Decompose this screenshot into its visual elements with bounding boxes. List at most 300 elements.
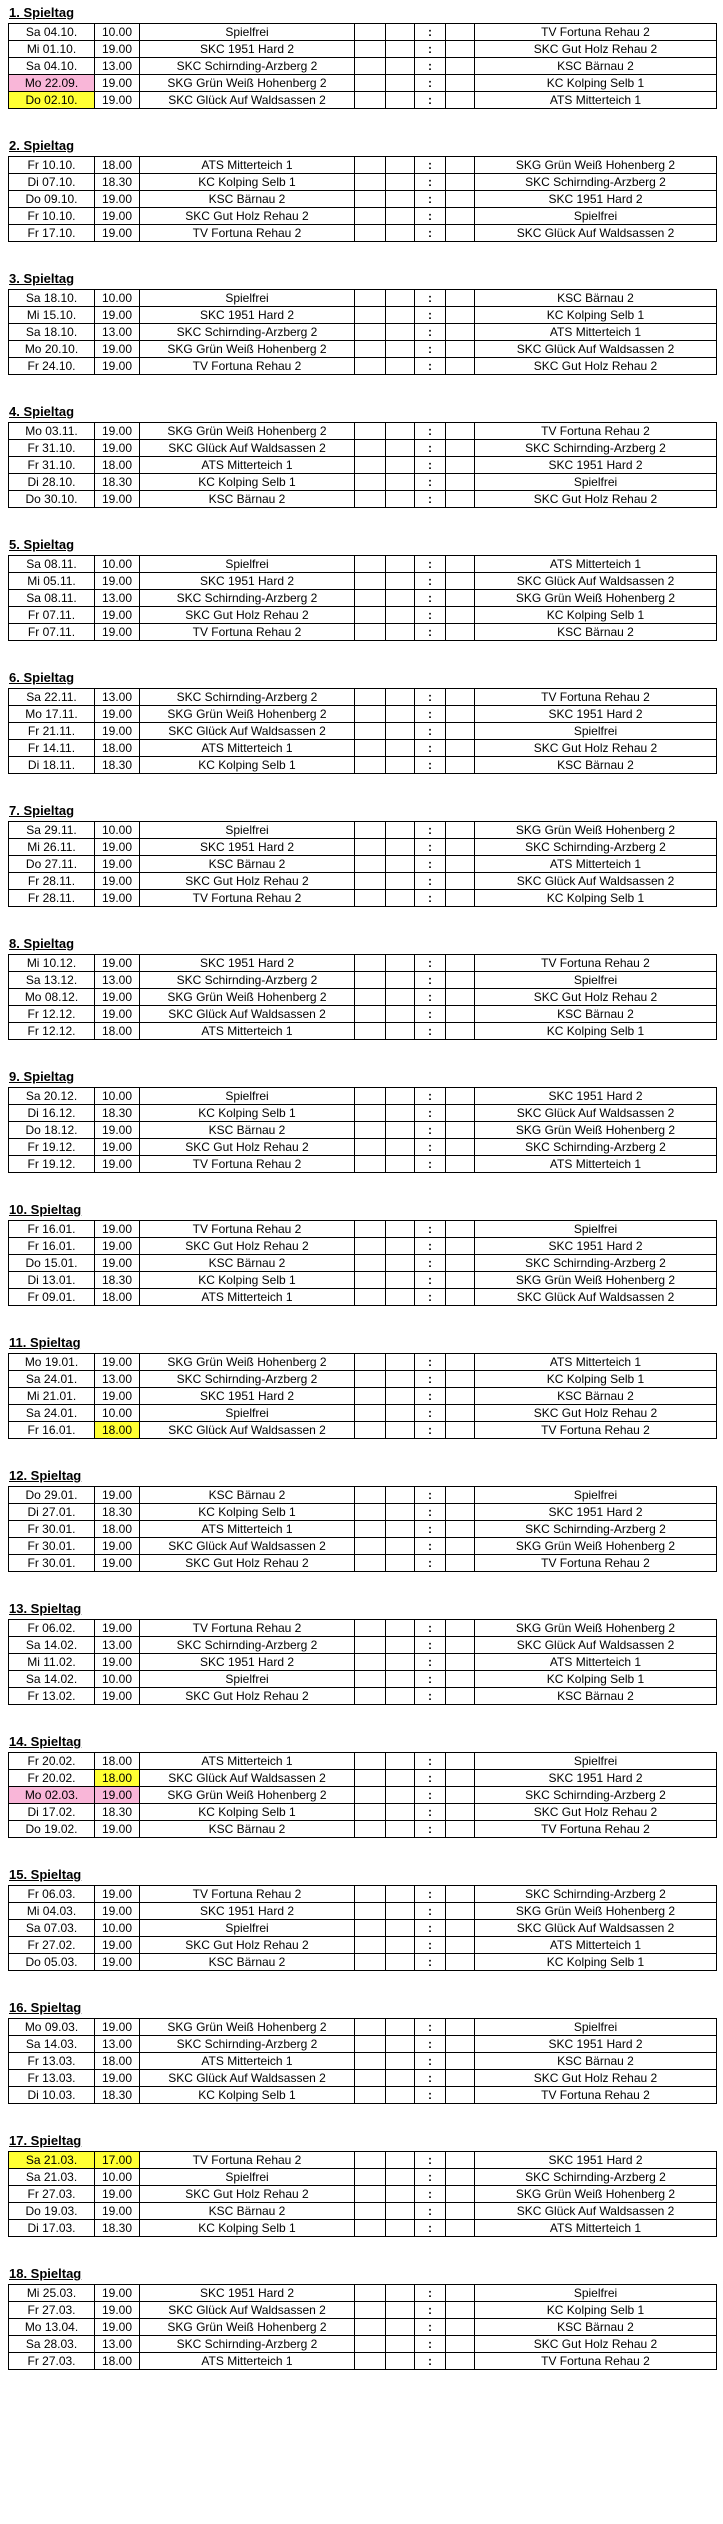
match-time: 18.30 xyxy=(95,1105,140,1122)
blank-cell xyxy=(446,706,475,723)
fixture-table xyxy=(8,2018,717,2104)
table-row xyxy=(9,1538,717,1555)
table-row xyxy=(9,856,717,873)
score-separator: : xyxy=(415,1354,446,1371)
spieltag-block xyxy=(8,1599,708,1705)
spieltag-title: 17. Spieltag xyxy=(9,2133,82,2148)
spieltag-block xyxy=(8,2264,708,2370)
away-team: SKC Gut Holz Rehau 2 xyxy=(475,491,717,508)
away-team: SKC Schirnding-Arzberg 2 xyxy=(475,2169,717,2186)
home-team: KC Kolping Selb 1 xyxy=(140,1105,355,1122)
away-team: SKC Glück Auf Waldsassen 2 xyxy=(475,1289,717,1306)
blank-cell xyxy=(446,1122,475,1139)
match-date: Mi 10.12. xyxy=(9,955,95,972)
match-time: 19.00 xyxy=(95,208,140,225)
match-date: Fr 28.11. xyxy=(9,873,95,890)
score-separator: : xyxy=(415,358,446,375)
match-date: Do 18.12. xyxy=(9,1122,95,1139)
blank-cell xyxy=(355,2070,386,2087)
match-date: Fr 16.01. xyxy=(9,1238,95,1255)
table-row xyxy=(9,1422,717,1439)
away-team: KC Kolping Selb 1 xyxy=(475,1954,717,1971)
score-separator: : xyxy=(415,1886,446,1903)
blank-cell xyxy=(386,573,415,590)
blank-cell xyxy=(386,1255,415,1272)
score-separator: : xyxy=(415,1787,446,1804)
blank-cell xyxy=(386,208,415,225)
score-separator: : xyxy=(415,423,446,440)
home-team: TV Fortuna Rehau 2 xyxy=(140,624,355,641)
match-date: Sa 13.12. xyxy=(9,972,95,989)
away-team: SKC Gut Holz Rehau 2 xyxy=(475,358,717,375)
home-team: SKC Schirnding-Arzberg 2 xyxy=(140,2036,355,2053)
blank-cell xyxy=(386,1903,415,1920)
away-team: SKC 1951 Hard 2 xyxy=(475,1770,717,1787)
match-date: Sa 21.03. xyxy=(9,2169,95,2186)
score-separator: : xyxy=(415,2169,446,2186)
blank-cell xyxy=(355,2336,386,2353)
block-spacer xyxy=(8,109,723,133)
fixture-table xyxy=(8,555,717,641)
blank-cell xyxy=(355,1354,386,1371)
away-team: KSC Bärnau 2 xyxy=(475,1688,717,1705)
score-separator: : xyxy=(415,2152,446,2169)
blank-cell xyxy=(446,1770,475,1787)
score-separator: : xyxy=(415,457,446,474)
blank-cell xyxy=(386,1487,415,1504)
table-row xyxy=(9,1688,717,1705)
spieltag-title: 6. Spieltag xyxy=(9,670,75,685)
spieltag-block xyxy=(8,269,708,375)
home-team: KC Kolping Selb 1 xyxy=(140,174,355,191)
blank-cell xyxy=(355,890,386,907)
match-time: 19.00 xyxy=(95,1221,140,1238)
blank-cell xyxy=(355,2353,386,2370)
away-team: ATS Mitterteich 1 xyxy=(475,856,717,873)
blank-cell xyxy=(355,290,386,307)
home-team: KC Kolping Selb 1 xyxy=(140,1804,355,1821)
blank-cell xyxy=(386,41,415,58)
table-row xyxy=(9,1006,717,1023)
blank-cell xyxy=(446,839,475,856)
blank-cell xyxy=(386,1770,415,1787)
away-team: Spielfrei xyxy=(475,2285,717,2302)
table-row xyxy=(9,1504,717,1521)
blank-cell xyxy=(446,58,475,75)
table-row xyxy=(9,440,717,457)
blank-cell xyxy=(386,1139,415,1156)
blank-cell xyxy=(446,208,475,225)
home-team: SKC Gut Holz Rehau 2 xyxy=(140,873,355,890)
home-team: KC Kolping Selb 1 xyxy=(140,2220,355,2237)
blank-cell xyxy=(386,440,415,457)
blank-cell xyxy=(446,2203,475,2220)
blank-cell xyxy=(386,723,415,740)
score-separator: : xyxy=(415,41,446,58)
match-date: Di 13.01. xyxy=(9,1272,95,1289)
match-time: 17.00 xyxy=(95,2152,140,2169)
table-row xyxy=(9,225,717,242)
blank-cell xyxy=(355,1487,386,1504)
blank-cell xyxy=(446,1023,475,1040)
blank-cell xyxy=(446,1006,475,1023)
blank-cell xyxy=(446,1804,475,1821)
score-separator: : xyxy=(415,689,446,706)
match-time: 10.00 xyxy=(95,556,140,573)
away-team: KC Kolping Selb 1 xyxy=(475,890,717,907)
blank-cell xyxy=(386,1688,415,1705)
match-time: 19.00 xyxy=(95,2019,140,2036)
score-separator: : xyxy=(415,24,446,41)
home-team: ATS Mitterteich 1 xyxy=(140,1753,355,1770)
away-team: KC Kolping Selb 1 xyxy=(475,75,717,92)
home-team: KSC Bärnau 2 xyxy=(140,491,355,508)
blank-cell xyxy=(386,989,415,1006)
blank-cell xyxy=(446,1388,475,1405)
home-team: KSC Bärnau 2 xyxy=(140,1255,355,1272)
table-row xyxy=(9,75,717,92)
home-team: SKC 1951 Hard 2 xyxy=(140,839,355,856)
blank-cell xyxy=(446,440,475,457)
score-separator: : xyxy=(415,1504,446,1521)
block-spacer xyxy=(8,641,723,665)
away-team: SKC Schirnding-Arzberg 2 xyxy=(475,1886,717,1903)
blank-cell xyxy=(355,2302,386,2319)
blank-cell xyxy=(386,191,415,208)
score-separator: : xyxy=(415,839,446,856)
blank-cell xyxy=(386,607,415,624)
blank-cell xyxy=(355,1620,386,1637)
match-date: Do 19.02. xyxy=(9,1821,95,1838)
block-spacer xyxy=(8,1705,723,1729)
match-date: Sa 08.11. xyxy=(9,590,95,607)
blank-cell xyxy=(386,1620,415,1637)
blank-cell xyxy=(386,2353,415,2370)
match-time: 13.00 xyxy=(95,2336,140,2353)
home-team: KC Kolping Selb 1 xyxy=(140,1272,355,1289)
away-team: KSC Bärnau 2 xyxy=(475,1388,717,1405)
blank-cell xyxy=(355,1422,386,1439)
match-date: Fr 09.01. xyxy=(9,1289,95,1306)
away-team: SKC Schirnding-Arzberg 2 xyxy=(475,174,717,191)
away-team: ATS Mitterteich 1 xyxy=(475,324,717,341)
match-time: 19.00 xyxy=(95,573,140,590)
match-time: 18.30 xyxy=(95,757,140,774)
blank-cell xyxy=(446,1688,475,1705)
blank-cell xyxy=(446,573,475,590)
away-team: KC Kolping Selb 1 xyxy=(475,1371,717,1388)
match-time: 19.00 xyxy=(95,1487,140,1504)
match-time: 10.00 xyxy=(95,1920,140,1937)
match-date: Fr 06.03. xyxy=(9,1886,95,1903)
match-time: 13.00 xyxy=(95,1637,140,1654)
away-team: SKC Schirnding-Arzberg 2 xyxy=(475,1255,717,1272)
blank-cell xyxy=(355,1105,386,1122)
home-team: TV Fortuna Rehau 2 xyxy=(140,1886,355,1903)
blank-cell xyxy=(355,1156,386,1173)
score-separator: : xyxy=(415,1671,446,1688)
blank-cell xyxy=(355,624,386,641)
away-team: SKG Grün Weiß Hohenberg 2 xyxy=(475,1903,717,1920)
match-date: Fr 24.10. xyxy=(9,358,95,375)
table-row xyxy=(9,1671,717,1688)
score-separator: : xyxy=(415,624,446,641)
away-team: KC Kolping Selb 1 xyxy=(475,1023,717,1040)
blank-cell xyxy=(355,1139,386,1156)
table-row xyxy=(9,2169,717,2186)
block-spacer xyxy=(8,375,723,399)
table-row xyxy=(9,324,717,341)
home-team: ATS Mitterteich 1 xyxy=(140,2053,355,2070)
table-row xyxy=(9,2070,717,2087)
blank-cell xyxy=(446,1555,475,1572)
match-time: 19.00 xyxy=(95,624,140,641)
score-separator: : xyxy=(415,723,446,740)
match-date: Fr 13.02. xyxy=(9,1688,95,1705)
home-team: SKC Gut Holz Rehau 2 xyxy=(140,208,355,225)
match-time: 18.00 xyxy=(95,2053,140,2070)
match-date: Sa 14.03. xyxy=(9,2036,95,2053)
spieltag-block xyxy=(8,801,708,907)
blank-cell xyxy=(446,2353,475,2370)
blank-cell xyxy=(355,1023,386,1040)
blank-cell xyxy=(386,1920,415,1937)
score-separator: : xyxy=(415,1770,446,1787)
table-row xyxy=(9,740,717,757)
match-time: 13.00 xyxy=(95,972,140,989)
table-row xyxy=(9,92,717,109)
match-date: Di 28.10. xyxy=(9,474,95,491)
away-team: TV Fortuna Rehau 2 xyxy=(475,2087,717,2104)
match-date: Fr 16.01. xyxy=(9,1422,95,1439)
away-team: KSC Bärnau 2 xyxy=(475,290,717,307)
match-time: 19.00 xyxy=(95,1354,140,1371)
home-team: ATS Mitterteich 1 xyxy=(140,740,355,757)
home-team: SKC 1951 Hard 2 xyxy=(140,573,355,590)
blank-cell xyxy=(386,556,415,573)
home-team: SKC 1951 Hard 2 xyxy=(140,1903,355,1920)
blank-cell xyxy=(386,2319,415,2336)
blank-cell xyxy=(355,225,386,242)
blank-cell xyxy=(446,1521,475,1538)
blank-cell xyxy=(355,822,386,839)
score-separator: : xyxy=(415,324,446,341)
match-date: Fr 19.12. xyxy=(9,1156,95,1173)
match-date: Di 18.11. xyxy=(9,757,95,774)
match-time: 19.00 xyxy=(95,839,140,856)
blank-cell xyxy=(446,1405,475,1422)
score-separator: : xyxy=(415,225,446,242)
home-team: TV Fortuna Rehau 2 xyxy=(140,1156,355,1173)
table-row xyxy=(9,624,717,641)
block-spacer xyxy=(8,1173,723,1197)
away-team: SKC 1951 Hard 2 xyxy=(475,457,717,474)
match-time: 19.00 xyxy=(95,2302,140,2319)
away-team: SKC Gut Holz Rehau 2 xyxy=(475,2336,717,2353)
spieltag-title: 9. Spieltag xyxy=(9,1069,75,1084)
home-team: KSC Bärnau 2 xyxy=(140,191,355,208)
away-team: SKC Glück Auf Waldsassen 2 xyxy=(475,573,717,590)
score-separator: : xyxy=(415,573,446,590)
away-team: SKC Glück Auf Waldsassen 2 xyxy=(475,1920,717,1937)
blank-cell xyxy=(446,1954,475,1971)
table-row xyxy=(9,1954,717,1971)
match-time: 19.00 xyxy=(95,491,140,508)
home-team: SKC Gut Holz Rehau 2 xyxy=(140,1688,355,1705)
away-team: SKC 1951 Hard 2 xyxy=(475,1088,717,1105)
match-date: Fr 06.02. xyxy=(9,1620,95,1637)
score-separator: : xyxy=(415,2186,446,2203)
spieltag-title: 18. Spieltag xyxy=(9,2266,82,2281)
blank-cell xyxy=(386,1886,415,1903)
away-team: TV Fortuna Rehau 2 xyxy=(475,1555,717,1572)
blank-cell xyxy=(355,689,386,706)
blank-cell xyxy=(355,1637,386,1654)
match-date: Sa 24.01. xyxy=(9,1371,95,1388)
blank-cell xyxy=(355,2152,386,2169)
blank-cell xyxy=(355,423,386,440)
table-row xyxy=(9,1156,717,1173)
home-team: SKC 1951 Hard 2 xyxy=(140,41,355,58)
match-time: 19.00 xyxy=(95,423,140,440)
blank-cell xyxy=(355,972,386,989)
blank-cell xyxy=(355,1255,386,1272)
score-separator: : xyxy=(415,1405,446,1422)
blank-cell xyxy=(355,2019,386,2036)
away-team: KSC Bärnau 2 xyxy=(475,757,717,774)
blank-cell xyxy=(446,290,475,307)
blank-cell xyxy=(386,1088,415,1105)
blank-cell xyxy=(355,208,386,225)
table-row xyxy=(9,358,717,375)
score-separator: : xyxy=(415,972,446,989)
home-team: SKC Gut Holz Rehau 2 xyxy=(140,607,355,624)
blank-cell xyxy=(386,1122,415,1139)
blank-cell xyxy=(355,1654,386,1671)
match-date: Sa 29.11. xyxy=(9,822,95,839)
home-team: ATS Mitterteich 1 xyxy=(140,1289,355,1306)
spieltag-title: 1. Spieltag xyxy=(9,5,75,20)
away-team: SKC Schirnding-Arzberg 2 xyxy=(475,1521,717,1538)
home-team: SKC Glück Auf Waldsassen 2 xyxy=(140,1770,355,1787)
home-team: KSC Bärnau 2 xyxy=(140,856,355,873)
blank-cell xyxy=(386,1105,415,1122)
table-row xyxy=(9,822,717,839)
blank-cell xyxy=(355,955,386,972)
match-time: 18.00 xyxy=(95,2353,140,2370)
home-team: TV Fortuna Rehau 2 xyxy=(140,1620,355,1637)
home-team: SKC Gut Holz Rehau 2 xyxy=(140,1555,355,1572)
home-team: TV Fortuna Rehau 2 xyxy=(140,358,355,375)
match-date: Di 17.03. xyxy=(9,2220,95,2237)
match-time: 19.00 xyxy=(95,358,140,375)
match-date: Sa 07.03. xyxy=(9,1920,95,1937)
table-row xyxy=(9,1521,717,1538)
table-row xyxy=(9,157,717,174)
blank-cell xyxy=(355,491,386,508)
match-date: Fr 19.12. xyxy=(9,1139,95,1156)
match-date: Mo 03.11. xyxy=(9,423,95,440)
blank-cell xyxy=(386,1221,415,1238)
home-team: SKC Gut Holz Rehau 2 xyxy=(140,1238,355,1255)
home-team: Spielfrei xyxy=(140,1088,355,1105)
match-time: 13.00 xyxy=(95,1371,140,1388)
blank-cell xyxy=(355,157,386,174)
blank-cell xyxy=(386,1272,415,1289)
fixture-table xyxy=(8,1087,717,1173)
blank-cell xyxy=(355,2319,386,2336)
away-team: SKC 1951 Hard 2 xyxy=(475,1238,717,1255)
blank-cell xyxy=(386,92,415,109)
home-team: ATS Mitterteich 1 xyxy=(140,1023,355,1040)
away-team: Spielfrei xyxy=(475,208,717,225)
table-row xyxy=(9,1654,717,1671)
fixture-table xyxy=(8,1486,717,1572)
blank-cell xyxy=(386,307,415,324)
score-separator: : xyxy=(415,1920,446,1937)
away-team: SKC Schirnding-Arzberg 2 xyxy=(475,440,717,457)
match-date: Fr 12.12. xyxy=(9,1006,95,1023)
home-team: Spielfrei xyxy=(140,822,355,839)
blank-cell xyxy=(355,1272,386,1289)
score-separator: : xyxy=(415,1105,446,1122)
blank-cell xyxy=(446,989,475,1006)
match-date: Di 27.01. xyxy=(9,1504,95,1521)
blank-cell xyxy=(355,1221,386,1238)
match-time: 19.00 xyxy=(95,1388,140,1405)
match-date: Fr 27.02. xyxy=(9,1937,95,1954)
home-team: SKG Grün Weiß Hohenberg 2 xyxy=(140,1787,355,1804)
blank-cell xyxy=(446,1238,475,1255)
table-row xyxy=(9,2220,717,2237)
block-spacer xyxy=(8,1971,723,1995)
match-date: Do 30.10. xyxy=(9,491,95,508)
blank-cell xyxy=(386,1156,415,1173)
match-time: 19.00 xyxy=(95,1555,140,1572)
blank-cell xyxy=(355,607,386,624)
table-row xyxy=(9,2152,717,2169)
spieltag-title: 12. Spieltag xyxy=(9,1468,82,1483)
away-team: SKC Schirnding-Arzberg 2 xyxy=(475,1787,717,1804)
score-separator: : xyxy=(415,1688,446,1705)
home-team: ATS Mitterteich 1 xyxy=(140,157,355,174)
table-row xyxy=(9,1405,717,1422)
table-row xyxy=(9,1023,717,1040)
table-row xyxy=(9,1903,717,1920)
blank-cell xyxy=(355,2036,386,2053)
match-time: 19.00 xyxy=(95,873,140,890)
away-team: Spielfrei xyxy=(475,474,717,491)
blank-cell xyxy=(446,1671,475,1688)
blank-cell xyxy=(355,1555,386,1572)
block-spacer xyxy=(8,508,723,532)
away-team: SKC Glück Auf Waldsassen 2 xyxy=(475,341,717,358)
blank-cell xyxy=(355,24,386,41)
match-time: 19.00 xyxy=(95,1255,140,1272)
match-time: 18.30 xyxy=(95,1504,140,1521)
blank-cell xyxy=(386,75,415,92)
home-team: KC Kolping Selb 1 xyxy=(140,757,355,774)
match-time: 19.00 xyxy=(95,1903,140,1920)
blank-cell xyxy=(446,24,475,41)
score-separator: : xyxy=(415,1139,446,1156)
blank-cell xyxy=(446,2036,475,2053)
blank-cell xyxy=(386,58,415,75)
home-team: Spielfrei xyxy=(140,290,355,307)
away-team: SKG Grün Weiß Hohenberg 2 xyxy=(475,157,717,174)
table-row xyxy=(9,972,717,989)
blank-cell xyxy=(446,2302,475,2319)
